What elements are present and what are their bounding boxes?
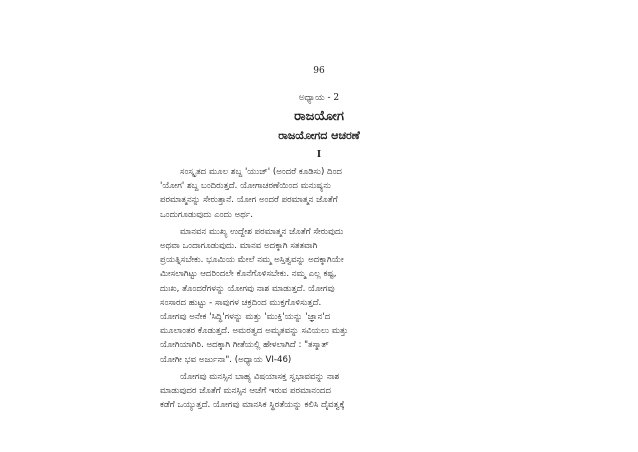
- text-line: ಮೂಲಾಂತರ ಕೊಡುತ್ತದೆ. ಅಮರತ್ವದ ಅಮೃತವನ್ನು ಸವಿಯಲು ಮತ್ತು: [160, 326, 349, 337]
- chapter-label: ಅಧ್ಯಾಯ - 2: [298, 93, 340, 103]
- text-line: ಪರಮಾತ್ಮನನ್ನು ಸೇರುತ್ತಾನೆ. ಯೋಗ ಅಂದರೆ ಪರಮಾತ್ಮನ ಜೊತೆಗೆ: [160, 195, 338, 206]
- text-line: ಅಥವಾ ಒಂದಾಗೂಡುವುದು. ಮಾನವ ಅದಕ್ಕಾಗಿ ಸತತವಾಗಿ: [160, 241, 318, 252]
- paragraph: [160, 370, 478, 413]
- text-line: ಯೋಗವು ಅನೇಕ 'ಸಿದ್ಧಿ'ಗಳನ್ನು ಮತ್ತು 'ಮುಕ್ತಿ'ಯನ್ನು 'ಜ್ಞಾನ'ದ: [160, 312, 331, 323]
- text-line: ಯೋಗವು ಮನಸ್ಸಿನ ಬಾಹ್ಯ ವಿಷಯಾಸಕ್ತ ಸ್ವಭಾವವನ್ನು ನಾಶ: [180, 371, 340, 382]
- chapter-subtitle: ರಾಜಯೋಗದ ಆಚರಣೆ: [278, 129, 360, 142]
- text-line: ದುಃಖ, ತೊಂದರೆಗಳನ್ನು ಯೋಗವು ನಾಶ ಮಾಡುತ್ತದೆ. ಯೋಗವು: [160, 283, 335, 294]
- text-line: ಒಂದುಗೂಡುವುದು ಎಂದು ಅರ್ಥ.: [160, 209, 253, 220]
- text-line: ಸಂಸ್ಕೃತದ ಮೂಲ ಶಬ್ದ 'ಯುಜ್' (ಅಂದರೆ ಕೂಡಿಸು) ದಿಂದ: [180, 167, 342, 177]
- section-numeral: I: [316, 150, 322, 160]
- text-line: ಮೀಸಲಾಗಿಟ್ಟು ಆದರಿಂದಲೇ ಕೊನೆಗೊಳಿಸಬೇಕು. ನಮ್ಮ ಎಲ್ಲ ಕಷ್ಟ,: [160, 269, 337, 280]
- text-line: ಯೋಗೀ ಭವ ಅರ್ಜುನಾ". (ಅಧ್ಯಾಯ VI-46): [160, 354, 292, 365]
- text-line: ಯೋಗಿಯಾಗಿರಿ. ಅದಕ್ಕಾಗಿ ಗೀತೆಯಲ್ಲಿ ಹೇಳಲಾಗಿದೆ : "ತಸ್ಮಾತ್: [160, 340, 329, 351]
- text-line: ಕಡೆಗೆ ಒಯ್ಯುತ್ತದೆ. ಯೋಗವು ಮಾನಸಿಕ ಸ್ಥಿರತೆಯನ್ನು ಕಲಿಸಿ ದೈವತ್ವಕ್ಕೆ: [160, 400, 345, 411]
- chapter-title: ರಾಜಯೋಗ: [294, 109, 344, 124]
- text-line: ಮಾಡುವುದರ ಜೊತೆಗೆ ಮನಸ್ಸಿನ ಆಚೆಗೆ ಇರುವ ಪರಮಾನಂದದ: [160, 386, 331, 397]
- paragraph: [160, 225, 478, 367]
- text-line: 'ಯೋಗ' ಶಬ್ದ ಬಂದಿರುತ್ತದೆ. ಯೋಗಾಚರಣೆಯಿಂದ ಮನುಷ್ಯನು: [160, 181, 331, 192]
- text-line: ಸಂಸಾರದ ಹುಟ್ಟು - ಸಾವುಗಳ ಚಕ್ರದಿಂದ ಮುಕ್ತಗೊಳಿಸುತ್ತದೆ.: [160, 297, 322, 308]
- text-line: ಪ್ರಯತ್ನಿಸಬೇಕು. ಭೂಮಿಯ ಮೇಲೆ ನಮ್ಮ ಅಸ್ತಿತ್ವವನ್ನು ಅದಕ್ಕಾಗಿಯೇ: [160, 255, 344, 266]
- body-text: [160, 165, 478, 415]
- page-number: 96: [313, 66, 325, 76]
- paragraph: [160, 165, 478, 222]
- text-line: ಮಾನವನ ಮುಖ್ಯ ಉದ್ದೇಶ ಪರಮಾತ್ಮನ ಜೊತೆಗೆ ಸೇರುವುದು: [180, 226, 344, 237]
